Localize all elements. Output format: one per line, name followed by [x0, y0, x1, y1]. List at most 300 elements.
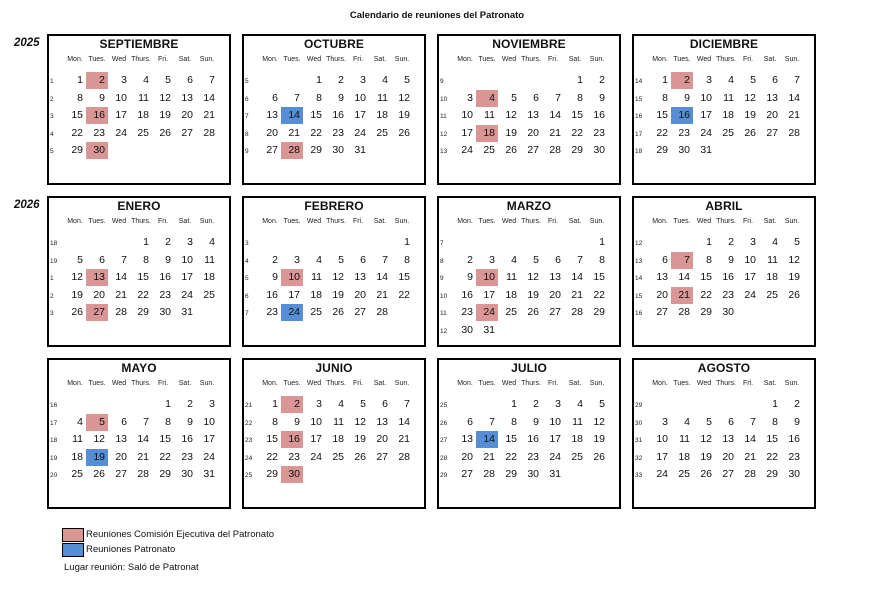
day-cell: [737, 304, 759, 321]
day-cell: 31: [549, 468, 561, 481]
day-cell: 24: [354, 126, 366, 139]
day-cell: 29: [310, 144, 322, 157]
day-cell: 10: [115, 91, 127, 104]
day-cell: 1: [143, 236, 149, 249]
day-cell-exec-meeting: 2: [671, 72, 693, 89]
weekday-label: Mon.: [262, 380, 278, 387]
weekday-label: Tues.: [478, 380, 496, 387]
weekday-label: Sat.: [568, 380, 582, 387]
week-row: [634, 72, 814, 90]
weekday-label: Mon.: [457, 218, 473, 225]
week-row: [49, 142, 229, 160]
day-cell: 25: [571, 450, 583, 463]
day-cell: 17: [115, 109, 127, 122]
week-row: [634, 252, 814, 270]
weekday-label: Mon.: [652, 380, 668, 387]
day-cell: 20: [766, 109, 778, 122]
week-number: 16: [50, 402, 58, 410]
day-cell: [64, 234, 86, 251]
weekday-label: Thurs.: [326, 56, 346, 63]
day-cell: 26: [593, 450, 605, 463]
weekday-label: Wed: [696, 218, 712, 225]
day-cell: 28: [483, 468, 495, 481]
weekday-label: Fri.: [547, 218, 559, 225]
day-cell: 19: [354, 433, 366, 446]
day-cell: 4: [772, 236, 778, 249]
day-cell-board-meeting: 16: [671, 107, 693, 124]
day-cell: 31: [483, 323, 495, 336]
day-cell: [520, 234, 542, 251]
day-cell: 19: [744, 109, 756, 122]
year-label: 2026: [14, 199, 40, 211]
day-cell: 6: [187, 74, 193, 87]
day-cell: 16: [593, 109, 605, 122]
weekday-header: [649, 56, 803, 66]
weekday-label: Mon.: [457, 56, 473, 63]
day-cell: 17: [310, 433, 322, 446]
day-cell: 30: [722, 306, 734, 319]
day-cell: 10: [744, 253, 756, 266]
day-cell: 6: [382, 398, 388, 411]
month-mayo: [47, 358, 231, 509]
day-cell: 15: [71, 109, 83, 122]
weekday-label: Sun.: [589, 218, 605, 225]
day-cell: 30: [181, 468, 193, 481]
day-cell: 1: [316, 74, 322, 87]
day-cell: 19: [159, 109, 171, 122]
day-cell: 22: [656, 126, 668, 139]
day-cell: 19: [332, 288, 344, 301]
day-cell: 21: [288, 126, 300, 139]
day-cell: 16: [159, 271, 171, 284]
day-cell: 31: [354, 144, 366, 157]
day-cell: [347, 466, 369, 483]
day-cell: 13: [656, 271, 668, 284]
day-cell: 3: [294, 253, 300, 266]
board-swatch-icon: [62, 543, 84, 557]
day-cell: 20: [354, 288, 366, 301]
day-cell: 25: [505, 306, 517, 319]
day-cell: 13: [354, 271, 366, 284]
week-number: 12: [440, 327, 448, 335]
day-cell: 6: [360, 253, 366, 266]
week-number: 7: [245, 113, 249, 121]
day-cell-exec-meeting: 13: [86, 269, 108, 286]
day-cell: 14: [549, 109, 561, 122]
week-row: [49, 72, 229, 90]
month-title: MARZO: [506, 199, 552, 213]
day-cell: 9: [684, 91, 690, 104]
day-cell: 16: [332, 109, 344, 122]
day-cell: 19: [527, 288, 539, 301]
day-cell: 28: [678, 306, 690, 319]
day-cell: 26: [527, 306, 539, 319]
weekday-label: Sat.: [178, 218, 192, 225]
day-cell: 13: [266, 109, 278, 122]
day-cell: 23: [527, 450, 539, 463]
week-number: 3: [50, 113, 54, 121]
day-cell: 22: [159, 450, 171, 463]
legend: [62, 527, 274, 557]
week-number: 4: [245, 257, 249, 265]
day-cell: 20: [656, 288, 668, 301]
weekday-label: Mon.: [67, 380, 83, 387]
day-cell: [564, 234, 586, 251]
day-cell: 18: [678, 450, 690, 463]
day-cell: [369, 466, 391, 483]
month-agosto: [632, 358, 816, 509]
day-cell: 19: [788, 271, 800, 284]
week-number: 2: [50, 95, 54, 103]
weekday-header: [259, 56, 413, 66]
week-number: 7: [245, 310, 249, 318]
day-cell: 25: [766, 288, 778, 301]
week-number: 25: [440, 402, 448, 410]
day-cell: 21: [137, 450, 149, 463]
weekday-label: Fri.: [547, 56, 559, 63]
day-cell: 5: [77, 253, 83, 266]
day-cell: 8: [404, 253, 410, 266]
week-row: [244, 107, 424, 125]
day-cell: 18: [376, 109, 388, 122]
weekday-label: Thurs.: [716, 380, 736, 387]
week-row: [49, 107, 229, 125]
day-cell: 7: [382, 253, 388, 266]
day-cell: 3: [316, 398, 322, 411]
day-cell: 7: [750, 415, 756, 428]
weekday-header: [454, 218, 608, 228]
day-cell: 9: [272, 271, 278, 284]
day-cell: 27: [527, 144, 539, 157]
week-number: 27: [440, 437, 448, 445]
week-row: [49, 449, 229, 467]
weekday-label: Fri.: [157, 218, 169, 225]
day-cell: 22: [310, 126, 322, 139]
day-cell-exec-meeting: 27: [86, 304, 108, 321]
week-number: 19: [50, 454, 58, 462]
day-cell: 18: [571, 433, 583, 446]
day-cell: 27: [181, 126, 193, 139]
day-cell: [671, 396, 693, 413]
day-cell: [259, 234, 281, 251]
day-cell: [715, 142, 737, 159]
day-cell: [520, 72, 542, 89]
day-cell: 10: [354, 91, 366, 104]
day-cell: 9: [728, 253, 734, 266]
day-cell: 26: [505, 144, 517, 157]
day-cell: 26: [159, 126, 171, 139]
day-cell: 19: [593, 433, 605, 446]
day-cell: 1: [577, 74, 583, 87]
day-cell: [476, 234, 498, 251]
weekday-label: Tues.: [88, 380, 106, 387]
week-row: [49, 125, 229, 143]
day-cell: 11: [767, 253, 778, 266]
week-row: [439, 72, 619, 90]
day-cell: 3: [187, 236, 193, 249]
week-row: [244, 142, 424, 160]
day-cell: 8: [165, 415, 171, 428]
day-cell: [542, 72, 564, 89]
weekday-label: Fri.: [547, 380, 559, 387]
day-cell: 26: [354, 450, 366, 463]
month-junio: [242, 358, 426, 509]
day-cell: 13: [376, 415, 388, 428]
week-number: 30: [635, 419, 643, 427]
day-cell: 29: [159, 468, 171, 481]
day-cell: 17: [744, 271, 756, 284]
day-cell: 28: [376, 306, 388, 319]
day-cell-exec-meeting: 16: [86, 107, 108, 124]
day-cell: 11: [333, 415, 344, 428]
day-cell: 15: [310, 109, 322, 122]
weekday-label: Fri.: [157, 380, 169, 387]
weekday-label: Tues.: [673, 218, 691, 225]
day-cell: 11: [679, 433, 690, 446]
day-cell: 16: [722, 271, 734, 284]
day-cell: 6: [272, 91, 278, 104]
day-cell: 27: [766, 126, 778, 139]
weekday-label: Wed: [111, 380, 127, 387]
day-cell: 26: [700, 468, 712, 481]
day-cell: 23: [181, 450, 193, 463]
day-cell: 30: [593, 144, 605, 157]
week-row: [634, 396, 814, 414]
day-cell: 10: [549, 415, 561, 428]
day-cell: 28: [571, 306, 583, 319]
week-number: 9: [440, 275, 444, 283]
week-number: 5: [245, 275, 249, 283]
day-cell: 14: [398, 415, 410, 428]
weekday-label: Sat.: [373, 218, 387, 225]
day-cell: 3: [489, 253, 495, 266]
day-cell: 16: [266, 288, 278, 301]
day-cell: [454, 72, 476, 89]
day-cell: 27: [354, 306, 366, 319]
week-number: 19: [50, 257, 58, 265]
day-cell: 22: [71, 126, 83, 139]
year-label: 2025: [14, 37, 40, 49]
day-cell: 2: [187, 398, 193, 411]
day-cell: 10: [461, 109, 473, 122]
day-cell: 17: [288, 288, 300, 301]
day-cell: 29: [71, 144, 83, 157]
day-cell: 5: [165, 74, 171, 87]
day-cell: 27: [549, 306, 561, 319]
day-cell-exec-meeting: 2: [281, 396, 303, 413]
day-cell: 9: [294, 415, 300, 428]
weekday-label: Sat.: [178, 380, 192, 387]
exec-swatch-icon: [62, 528, 84, 542]
day-cell: 23: [678, 126, 690, 139]
day-cell: 8: [772, 415, 778, 428]
day-cell: 2: [272, 253, 278, 266]
week-number: 31: [635, 437, 643, 445]
day-cell: 12: [505, 109, 517, 122]
day-cell: 7: [404, 398, 410, 411]
week-number: 16: [635, 310, 643, 318]
day-cell: 9: [794, 415, 800, 428]
day-cell: 1: [77, 74, 83, 87]
day-cell: 21: [115, 288, 127, 301]
day-cell: 21: [549, 126, 561, 139]
day-cell: [281, 234, 303, 251]
page-title: Calendario de reuniones del Patronato: [349, 10, 525, 21]
week-row: [49, 234, 229, 252]
weekday-label: Thurs.: [131, 218, 151, 225]
day-cell: 26: [71, 306, 83, 319]
day-cell: 22: [571, 126, 583, 139]
day-cell: 14: [203, 91, 215, 104]
weekday-label: Wed: [306, 380, 322, 387]
day-cell: 6: [555, 253, 561, 266]
day-cell: 5: [599, 398, 605, 411]
day-cell: 27: [461, 468, 473, 481]
day-cell: 19: [71, 288, 83, 301]
week-number: 29: [635, 402, 643, 410]
weekday-label: Thurs.: [131, 380, 151, 387]
day-cell: 1: [662, 74, 668, 87]
day-cell: 16: [788, 433, 800, 446]
day-cell-exec-meeting: 21: [671, 287, 693, 304]
week-row: [439, 142, 619, 160]
day-cell: 28: [398, 450, 410, 463]
day-cell: 15: [593, 271, 605, 284]
day-cell: [130, 396, 152, 413]
weekday-label: Tues.: [673, 380, 691, 387]
month-title: FEBRERO: [304, 199, 364, 213]
week-number: 16: [635, 113, 643, 121]
week-row: [439, 125, 619, 143]
month-abril: [632, 196, 816, 347]
day-cell: [86, 234, 108, 251]
weekday-header: [64, 380, 218, 390]
day-cell: 13: [461, 433, 473, 446]
day-cell: 8: [577, 91, 583, 104]
weekday-header: [649, 380, 803, 390]
week-row: [439, 414, 619, 432]
day-cell: 18: [332, 433, 344, 446]
legend-label-exec: Reuniones Comisión Ejecutiva del Patronato: [86, 529, 274, 540]
week-row: [244, 125, 424, 143]
weekday-label: Sat.: [178, 56, 192, 63]
day-cell: 12: [398, 91, 410, 104]
week-number: 20: [50, 472, 58, 480]
week-row: [244, 466, 424, 484]
day-cell: 15: [266, 433, 278, 446]
day-cell: 28: [549, 144, 561, 157]
day-cell: [86, 396, 108, 413]
day-cell: 14: [678, 271, 690, 284]
week-number: 14: [635, 78, 643, 86]
day-cell: 11: [377, 91, 388, 104]
weekday-label: Sat.: [763, 218, 777, 225]
week-number: 13: [635, 257, 643, 265]
day-cell: 30: [678, 144, 690, 157]
legend-item-board: [62, 542, 274, 557]
weekday-label: Sat.: [373, 56, 387, 63]
day-cell: 7: [794, 74, 800, 87]
week-number: 14: [635, 275, 643, 283]
day-cell: 1: [772, 398, 778, 411]
legend-item-exec: [62, 527, 274, 542]
day-cell: 25: [332, 450, 344, 463]
weekday-label: Tues.: [673, 56, 691, 63]
day-cell-exec-meeting: 10: [476, 269, 498, 286]
weekday-label: Wed: [696, 380, 712, 387]
week-row: [439, 107, 619, 125]
day-cell: 12: [788, 253, 800, 266]
day-cell: 8: [706, 253, 712, 266]
day-cell: 6: [99, 253, 105, 266]
weekday-label: Fri.: [157, 56, 169, 63]
day-cell: [196, 304, 218, 321]
day-cell: [391, 142, 413, 159]
day-cell: 25: [203, 288, 215, 301]
day-cell: 9: [99, 91, 105, 104]
week-row: [439, 322, 619, 340]
weekday-label: Wed: [306, 56, 322, 63]
week-number: 15: [635, 292, 643, 300]
day-cell: 10: [700, 91, 712, 104]
month-title: JUNIO: [315, 361, 353, 375]
day-cell: 22: [266, 450, 278, 463]
weekday-label: Thurs.: [716, 218, 736, 225]
day-cell: 12: [744, 91, 756, 104]
day-cell: 2: [794, 398, 800, 411]
day-cell: 2: [599, 74, 605, 87]
day-cell: 30: [159, 306, 171, 319]
weekday-label: Thurs.: [326, 380, 346, 387]
weekday-label: Wed: [306, 218, 322, 225]
day-cell: 5: [533, 253, 539, 266]
day-cell: 11: [72, 433, 83, 446]
day-cell: 7: [577, 253, 583, 266]
day-cell: 11: [484, 109, 495, 122]
day-cell: 3: [121, 74, 127, 87]
day-cell: [759, 304, 781, 321]
day-cell: 15: [700, 271, 712, 284]
weekday-header: [259, 218, 413, 228]
day-cell: 26: [744, 126, 756, 139]
day-cell: [476, 396, 498, 413]
day-cell-exec-meeting: 4: [476, 90, 498, 107]
week-number: 26: [440, 419, 448, 427]
day-cell-exec-meeting: 5: [86, 414, 108, 431]
venue-note: Lugar reunión: Saló de Patronat: [64, 562, 199, 573]
day-cell: 24: [549, 450, 561, 463]
week-row: [49, 252, 229, 270]
day-cell: 13: [115, 433, 127, 446]
day-cell: 12: [700, 433, 712, 446]
month-title: AGOSTO: [697, 361, 751, 375]
day-cell: 15: [656, 109, 668, 122]
weekday-label: Wed: [111, 218, 127, 225]
day-cell: 25: [678, 468, 690, 481]
day-cell: 16: [461, 288, 473, 301]
day-cell: 8: [272, 415, 278, 428]
day-cell: 27: [656, 306, 668, 319]
legend-label-board: Reuniones Patronato: [86, 544, 176, 555]
month-enero: [47, 196, 231, 347]
day-cell: 21: [788, 109, 800, 122]
day-cell: 24: [656, 468, 668, 481]
day-cell: 2: [728, 236, 734, 249]
day-cell: 14: [744, 433, 756, 446]
day-cell: 5: [338, 253, 344, 266]
day-cell: 20: [266, 126, 278, 139]
day-cell: 15: [398, 271, 410, 284]
